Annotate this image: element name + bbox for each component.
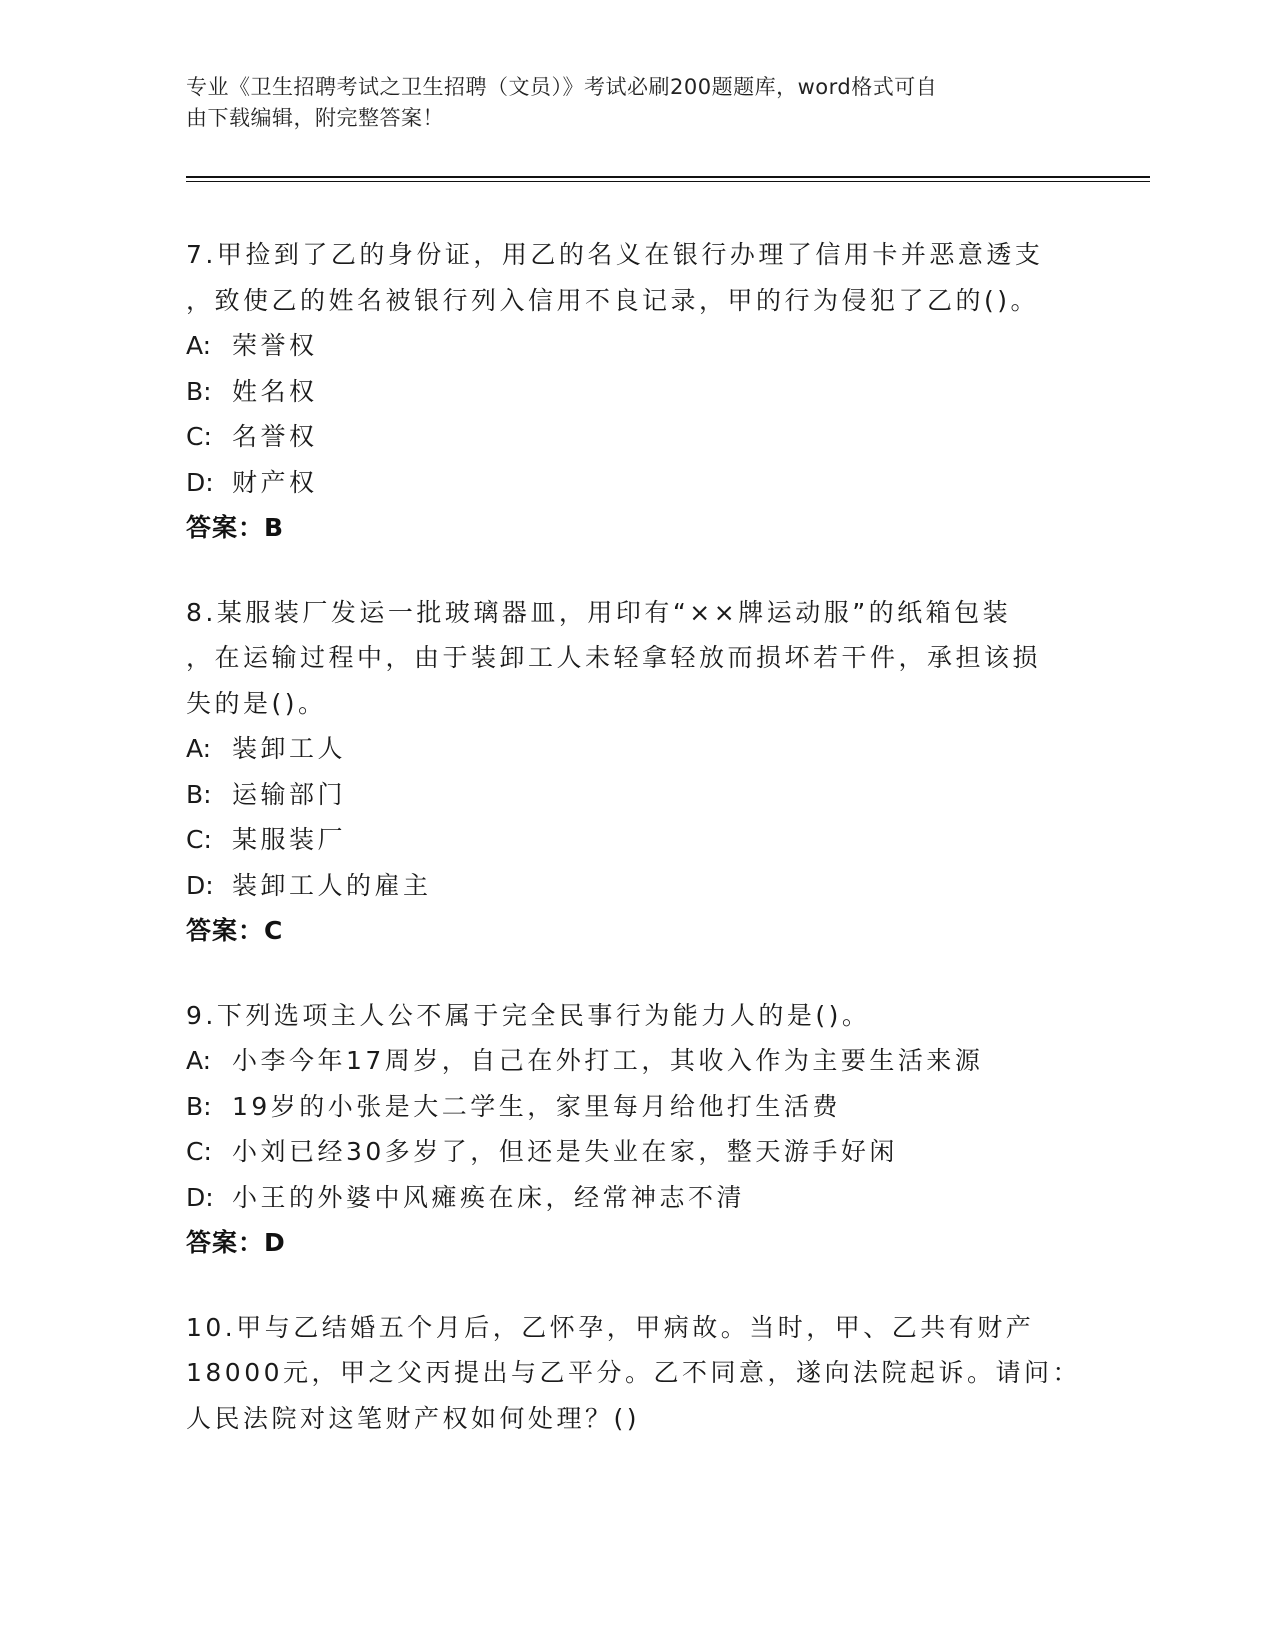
question-9 [186,993,1086,1266]
answer-label: 答案：C [186,916,284,945]
header-divider-thin [186,181,1150,182]
question-stem-line: 失的是()。 [186,688,327,718]
option-c [186,1129,1086,1175]
option-letter: B: [186,1091,212,1121]
option-text: 姓名权 [232,376,318,406]
header-line-1: 专业《卫生招聘考试之卫生招聘（文员）》考试必刷200题题库，word格式可自 [186,75,938,99]
answer-label: 答案：D [186,1228,286,1257]
option-b [186,369,1086,415]
option-letter: D: [186,870,214,900]
option-letter: B: [186,376,212,406]
option-text: 小王的外婆中风瘫痪在床，经常神志不清 [232,1182,746,1212]
question-list [186,232,1086,1480]
option-b [186,1084,1086,1130]
option-text: 19岁的小张是大二学生，家里每月给他打生活费 [232,1091,841,1121]
option-d [186,863,1086,909]
option-letter: B: [186,779,212,809]
question-stem-line: 9.下列选项主人公不属于完全民事行为能力人的是()。 [186,1000,871,1030]
option-text: 名誉权 [232,422,318,451]
option-text: 财产权 [232,467,318,497]
option-letter: A: [186,1046,212,1075]
question-stem-line: 7.甲捡到了乙的身份证，用乙的名义在银行办理了信用卡并恶意透支 [186,240,1044,269]
option-text: 小李今年17周岁，自己在外打工，其收入作为主要生活来源 [232,1046,984,1075]
option-a [186,1038,1086,1084]
header-line-2: 由下载编辑，附完整答案！ [186,106,444,130]
question-stem-line: 人民法院对这笔财产权如何处理？() [186,1403,641,1433]
question-7 [186,232,1086,551]
option-letter: A: [186,331,212,360]
option-text: 荣誉权 [232,331,318,360]
document-header [186,72,1066,134]
option-d [186,1175,1086,1221]
option-letter: D: [186,1182,214,1212]
question-8 [186,590,1086,954]
header-divider-thick [186,176,1150,178]
option-letter: C: [186,1137,212,1166]
option-c [186,414,1086,460]
option-letter: C: [186,422,212,451]
option-d [186,460,1086,506]
option-text: 某服装厂 [232,825,347,854]
option-b [186,772,1086,818]
option-text: 装卸工人 [232,734,347,763]
option-letter: C: [186,825,212,854]
question-stem-line: 10.甲与乙结婚五个月后，乙怀孕，甲病故。当时，甲、乙共有财产 [186,1312,1035,1342]
answer-label: 答案：B [186,513,285,542]
option-text: 运输部门 [232,779,347,809]
option-a [186,726,1086,772]
option-text: 装卸工人的雇主 [232,870,432,900]
question-stem-line: ，致使乙的姓名被银行列入信用不良记录，甲的行为侵犯了乙的()。 [186,285,1040,315]
option-text: 小刘已经30多岁了，但还是失业在家，整天游手好闲 [232,1137,898,1166]
option-letter: D: [186,467,214,497]
question-stem-line: 18000元，甲之父丙提出与乙平分。乙不同意，遂向法院起诉。请问： [186,1358,1082,1387]
option-c [186,817,1086,863]
option-letter: A: [186,734,212,763]
question-10 [186,1305,1086,1442]
question-stem-line: ，在运输过程中，由于装卸工人未轻拿轻放而损坏若干件，承担该损 [186,643,1042,672]
option-a [186,323,1086,369]
question-stem-line: 8.某服装厂发运一批玻璃器皿，用印有“××牌运动服”的纸箱包装 [186,597,1012,627]
